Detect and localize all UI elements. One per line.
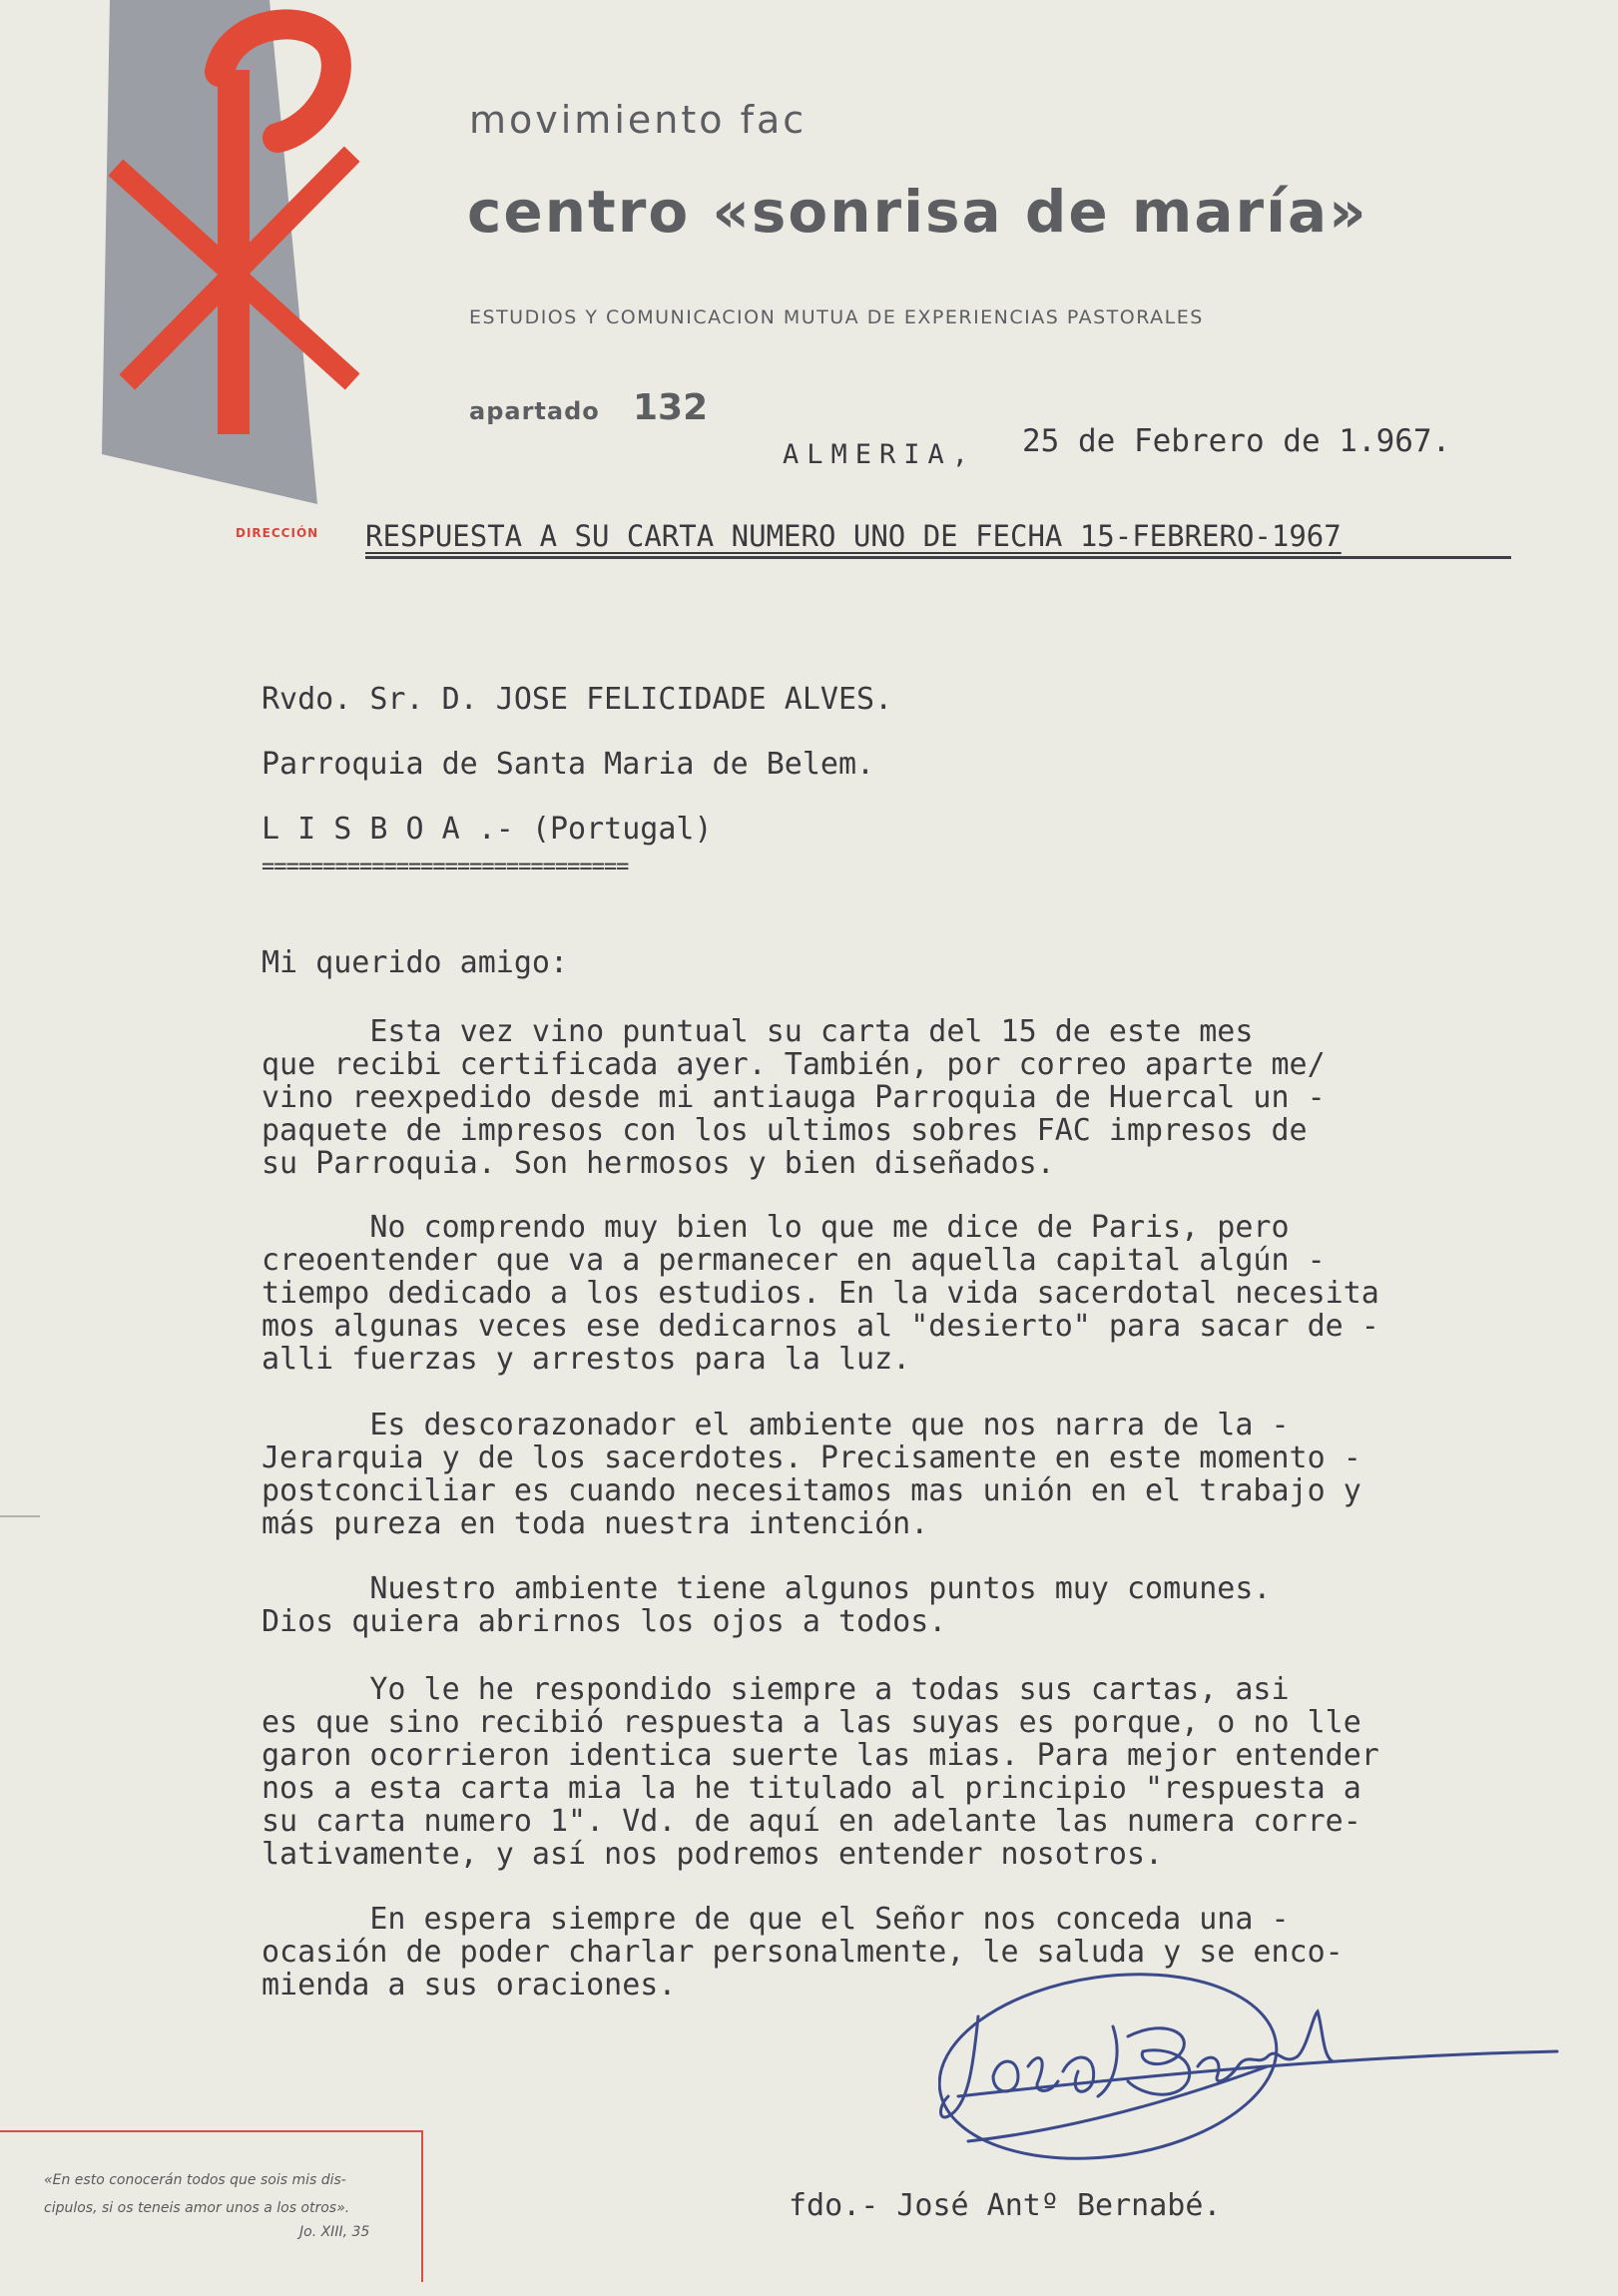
body-paragraph: Esta vez vino puntual su carta del 15 de este mes que recibi certificada ayer. También, por correo aparte me/ vino reexpedido desde mi antiauga Parroquia de Huercal un - paquete de impresos con los ultimos sobres FAC impresos de su Parroquia. Son hermosos y bien diseñados. xyxy=(262,1014,1326,1181)
margin-mark xyxy=(0,1515,40,1517)
recipient-city: L I S B O A .- (Portugal) xyxy=(262,812,713,847)
body-paragraph: Es descorazonador el ambiente que nos narra de la - Jerarquia y de los sacerdotes. Precisamente en este momento - postconciliar es cuando necesitamos mas unión en el trabajo y más pureza en toda nuestra intención. xyxy=(262,1408,1361,1541)
salutation: Mi querido amigo: xyxy=(262,945,569,980)
body-paragraph: Nuestro ambiente tiene algunos puntos muy comunes. Dios quiera abrirnos los ojos a todos. xyxy=(262,1571,1272,1639)
letterhead-subtitle: ESTUDIOS Y COMUNICACION MUTUA DE EXPERIENCIAS PASTORALES xyxy=(469,306,1204,328)
body-paragraph: Yo le he respondido siempre a todas sus cartas, asi es que sino recibió respuesta a las suyas es porque, o no lle garon ocorrieron identica suerte las mias. Para mejor entender nos a esta carta mia la he titulado al principio "respuesta a su carta numero 1". Vd. de aquí en adelante las numera corre- lativamente, y así nos podremos entender nosotros. xyxy=(262,1672,1379,1872)
body-paragraph: En espera siempre de que el Señor nos conceda una - ocasión de poder charlar personalmente, le saluda y se enco- mienda a sus oraciones. xyxy=(262,1902,1344,2003)
footer-quote-reference: Jo. XIII, 35 xyxy=(299,2224,370,2240)
letterhead-movimiento: movimiento fac xyxy=(469,98,808,142)
address-underline: ============================== xyxy=(262,855,629,879)
chi-rho-icon xyxy=(100,0,379,509)
letterhead-title: centro «sonrisa de maría» xyxy=(467,178,1368,246)
body-paragraph: No comprendo muy bien lo que me dice de Paris, pero creoentender que va a permanecer en aquella capital algún - tiempo dedicado a los estudios. En la vida sacerdotal necesita mos algunas veces ese dedicarnos al "desierto" para sacar de - alli fuerzas y arrestos para la luz. xyxy=(262,1210,1379,1377)
typed-signature: fdo.- José Antº Bernabé. xyxy=(789,2188,1222,2223)
apartado-label: apartado xyxy=(469,397,600,425)
letter-date: 25 de Febrero de 1.967. xyxy=(1022,423,1451,459)
handwritten-signature xyxy=(938,1957,1577,2186)
subject-underline xyxy=(365,556,1511,559)
recipient-parish: Parroquia de Santa Maria de Belem. xyxy=(262,747,875,782)
letter-city: ALMERIA, xyxy=(783,439,977,470)
footer-quote: «En esto conocerán todos que sois mis dis-cipulos, si os teneis amor unos a los otros». xyxy=(44,2172,350,2216)
apartado-number: 132 xyxy=(633,387,709,428)
direccion-label: DIRECCIÓN xyxy=(236,526,319,540)
letter-subject: RESPUESTA A SU CARTA NUMERO UNO DE FECHA 15-FEBRERO-1967 xyxy=(365,519,1342,553)
recipient-name: Rvdo. Sr. D. JOSE FELICIDADE ALVES. xyxy=(262,682,893,717)
